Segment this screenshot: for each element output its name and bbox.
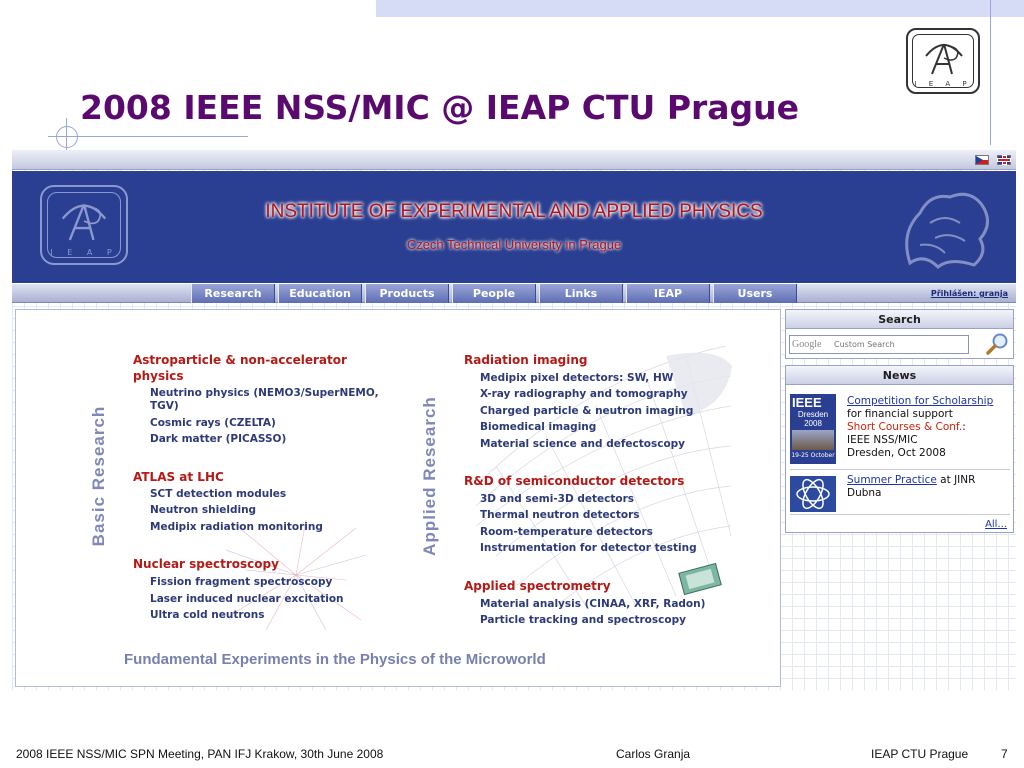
footer-page-number: 7: [1001, 747, 1008, 761]
research-item[interactable]: Laser induced nuclear excitation: [150, 593, 344, 605]
dresden-skyline-image: [792, 430, 834, 450]
research-item[interactable]: 3D and semi-3D detectors: [480, 493, 635, 505]
jinr-logo-icon: [790, 476, 836, 512]
slide-horizontal-line: [48, 136, 248, 137]
news-all-link[interactable]: All...: [985, 519, 1007, 530]
slide-crosshair-circle: [56, 126, 78, 148]
ieap-website: [12, 150, 1016, 690]
login-status-link[interactable]: Přihlášen: granja: [930, 289, 1008, 298]
section-radiation-imaging[interactable]: Radiation imaging: [464, 353, 588, 367]
research-item[interactable]: TGV): [150, 400, 179, 412]
thumb-dresden-text: Dresden 2008: [797, 410, 829, 428]
section-semiconductor-detectors[interactable]: R&D of semiconductor detectors: [464, 474, 685, 488]
research-item[interactable]: Fission fragment spectroscopy: [150, 576, 333, 588]
research-item[interactable]: Charged particle & neutron imaging: [480, 405, 694, 417]
research-item[interactable]: Material science and defectoscopy: [480, 438, 686, 450]
slide-vertical-line: [990, 0, 991, 145]
basic-research-label: Basic Research: [89, 405, 108, 547]
footer-institution: IEAP CTU Prague: [871, 747, 969, 761]
thumb-ieee-text: IEEE: [792, 395, 822, 410]
section-atlas[interactable]: ATLAS at LHC: [133, 470, 224, 484]
research-panel: [15, 309, 781, 687]
magnifier-icon[interactable]: [985, 332, 1011, 356]
section-astroparticle-cont[interactable]: physics: [133, 369, 184, 383]
section-applied-spectrometry[interactable]: Applied spectrometry: [464, 579, 611, 593]
czech-lion-icon: [890, 183, 1000, 273]
slide-crosshair-line: [66, 118, 67, 154]
news-scholarship-link[interactable]: Competition for Scholarship: [847, 395, 994, 407]
site-top-strip: [12, 150, 1016, 170]
nav-links[interactable]: Links: [539, 284, 623, 303]
banner-title: INSTITUTE OF EXPERIMENTAL AND APPLIED PHYSICS: [265, 201, 763, 222]
research-item[interactable]: Cosmic rays (CZELTA): [150, 417, 276, 429]
news-box: [785, 365, 1014, 533]
news-text: for financial support: [847, 408, 953, 420]
research-item[interactable]: SCT detection modules: [150, 488, 287, 500]
cz-flag-icon[interactable]: [975, 155, 989, 165]
news-header: News: [786, 366, 1013, 385]
news-text: Dubna: [847, 487, 882, 499]
research-item[interactable]: Particle tracking and spectroscopy: [480, 614, 686, 626]
jinr-thumbnail[interactable]: [790, 476, 836, 512]
uk-flag-icon[interactable]: [997, 155, 1011, 165]
search-header: Search: [786, 310, 1013, 329]
slide-top-bar: [376, 0, 1024, 17]
nav-research[interactable]: Research: [191, 284, 275, 303]
nav-ieap[interactable]: IEAP: [626, 284, 710, 303]
nav-products[interactable]: Products: [365, 284, 449, 303]
search-box: [785, 309, 1014, 359]
research-item[interactable]: Ultra cold neutrons: [150, 609, 265, 621]
news-text: at JINR: [936, 474, 976, 486]
nav-education[interactable]: Education: [278, 284, 362, 303]
site-banner: [12, 171, 1016, 283]
section-nuclear-spectroscopy[interactable]: Nuclear spectroscopy: [133, 557, 279, 571]
banner-logo-letters: I E A P: [50, 248, 118, 257]
search-input[interactable]: [789, 335, 969, 354]
section-astroparticle[interactable]: Astroparticle & non-accelerator: [133, 353, 347, 367]
research-item[interactable]: Instrumentation for detector testing: [480, 542, 697, 554]
research-item[interactable]: Medipix pixel detectors: SW, HW: [480, 372, 674, 384]
footer-author: Carlos Granja: [616, 747, 691, 761]
nav-people[interactable]: People: [452, 284, 536, 303]
nav-users[interactable]: Users: [713, 284, 797, 303]
panel-tagline: Fundamental Experiments in the Physics of the Microworld: [124, 651, 546, 668]
research-item[interactable]: Dark matter (PICASSO): [150, 433, 287, 445]
ieee-dresden-thumbnail[interactable]: [790, 394, 836, 464]
ieap-logo: [906, 28, 980, 94]
thumb-date-text: 19-25 October: [791, 452, 835, 459]
main-nav: [12, 283, 1016, 303]
news-summer-practice-link[interactable]: Summer Practice: [847, 474, 937, 486]
applied-research-label: Applied Research: [420, 396, 439, 556]
google-logo: Google: [792, 339, 822, 350]
news-divider: [790, 469, 1010, 470]
ieap-emblem-icon: [922, 38, 966, 78]
footer-event: 2008 IEEE NSS/MIC SPN Meeting, PAN IFJ Krakow, 30th June 2008: [16, 747, 384, 761]
research-item[interactable]: Room-temperature detectors: [480, 526, 653, 538]
slide-title: 2008 IEEE NSS/MIC @ IEAP CTU Prague: [80, 88, 800, 127]
research-item[interactable]: Thermal neutron detectors: [480, 509, 640, 521]
research-item[interactable]: Medipix radiation monitoring: [150, 521, 323, 533]
research-item[interactable]: Biomedical imaging: [480, 421, 597, 433]
research-item[interactable]: Neutrino physics (NEMO3/SuperNEMO,: [150, 387, 379, 399]
news-divider: [790, 514, 1010, 515]
banner-subtitle: Czech Technical University in Prague: [406, 237, 622, 252]
news-text: IEEE NSS/MIC: [847, 434, 918, 446]
news-text: Dresden, Oct 2008: [847, 447, 946, 459]
research-item[interactable]: Material analysis (CINAA, XRF, Radon): [480, 598, 706, 610]
research-item[interactable]: Neutron shielding: [150, 504, 257, 516]
research-item[interactable]: X-ray radiography and tomography: [480, 388, 688, 400]
logo-letters: I E A P: [914, 80, 972, 88]
news-colon: :: [962, 421, 966, 433]
news-short-courses: Short Courses & Conf.: [847, 421, 963, 433]
banner-logo[interactable]: [40, 185, 128, 265]
